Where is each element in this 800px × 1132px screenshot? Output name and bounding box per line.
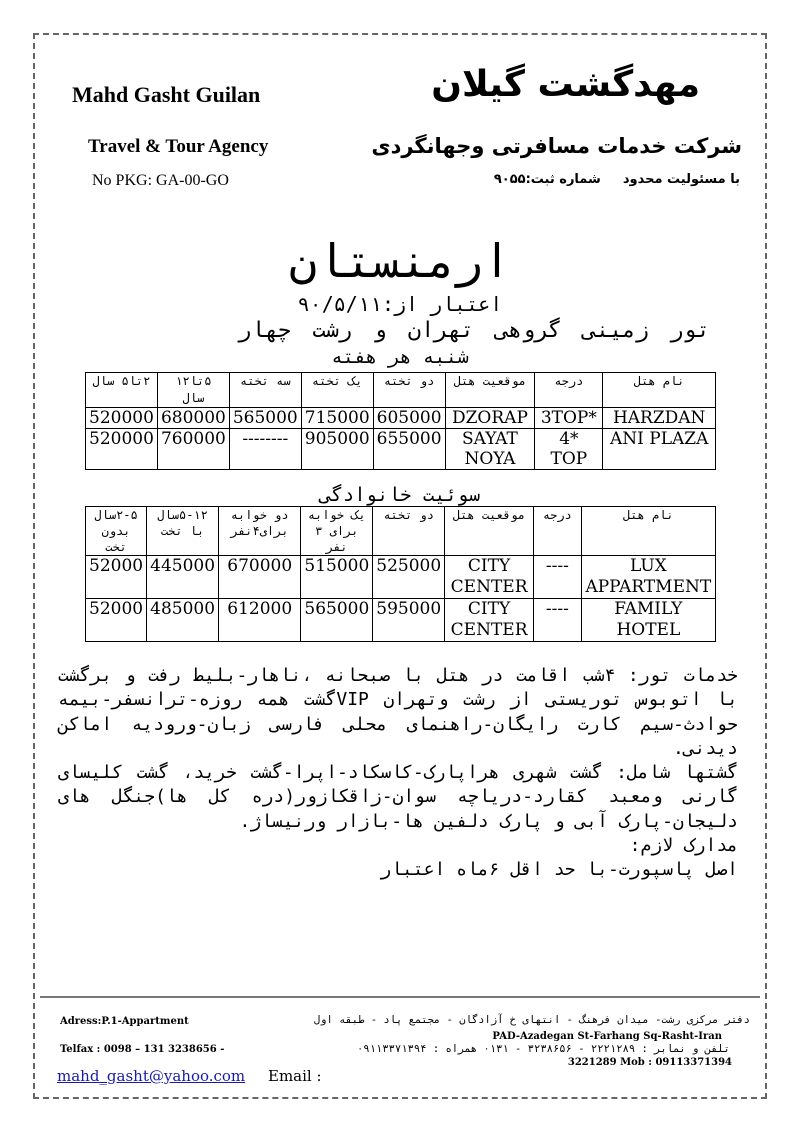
price-cell: 605000 — [373, 408, 445, 429]
price-cell: 905000 — [301, 429, 373, 470]
footer-address-label: Adress:P.1-Appartment — [60, 1016, 189, 1027]
price-cell: 680000 — [157, 408, 229, 429]
validity-date: اعتبار از:۹۰/۵/۱۱ — [297, 292, 503, 316]
grade-cell: *4 TOP — [535, 429, 603, 470]
location-cell: CITY CENTER — [445, 556, 534, 599]
header-grade: درجه — [533, 507, 581, 556]
price-cell: 670000 — [219, 556, 301, 599]
tour-type-line: تور زمینی گروهی تهران و رشت چهار — [238, 318, 710, 343]
price-cell: -------- — [229, 429, 301, 470]
suite-price-table — [85, 506, 716, 642]
grade-cell: ---- — [533, 599, 581, 642]
header-two-bedroom: دو خوابه برای۴نفر — [219, 507, 301, 556]
price-cell: 485000 — [147, 599, 219, 642]
persian-company-name: مهدگشت گیلان — [431, 64, 700, 105]
table-row — [86, 599, 716, 642]
english-company-name: Mahd Gasht Guilan — [72, 82, 261, 107]
english-company-subtitle: Travel & Tour Agency — [88, 136, 269, 157]
location-cell: DZORAP — [445, 408, 535, 429]
header-child-2-5: ۲-۵سال بدون تخت — [86, 507, 147, 556]
header-hotel-name: نام هتل — [581, 507, 715, 556]
footer-address-persian: دفتر مرکزی رشت- میدان فرهنگ - انتهای خ آزادگان - مجتمع پاد - طبقه اول — [313, 1014, 750, 1026]
location-cell: CITY CENTER — [445, 599, 534, 642]
footer-divider — [40, 996, 760, 998]
required-documents: اصل پاسپورت-با حد اقل ۶ماه اعتبار — [380, 859, 738, 881]
header-grade: درجه — [535, 373, 603, 408]
header-double: دو تخته — [373, 507, 445, 556]
registration-number: شماره ثبت:۹۰۵۵ — [493, 172, 601, 187]
header-child-2-5: ۲تا۵ سال — [86, 373, 158, 408]
price-cell: 52000 — [86, 599, 147, 642]
header-location: موقعیت هتل — [445, 507, 534, 556]
table-row — [86, 429, 716, 470]
price-cell: 595000 — [373, 599, 445, 642]
price-cell: 52000 — [86, 556, 147, 599]
grade-cell: *3TOP — [535, 408, 603, 429]
price-cell: 760000 — [157, 429, 229, 470]
price-cell: 525000 — [373, 556, 445, 599]
price-cell: 565000 — [301, 599, 373, 642]
header-one-bedroom: یک خوابه برای ۳ نفر — [301, 507, 373, 556]
price-cell: 612000 — [219, 599, 301, 642]
tours-included: گشتها شامل: گشت شهری هراپارک-کاسکاد-اپرا-گشت خرید، گشت کلیسای گارنی ومعبد کقارد-دریاچه سوان-زاقکازور(دره کل ها)جنگل های دلیجان-پارک آبی و پارک دلفین ها-بازار ورنیساژ. — [58, 762, 738, 832]
package-number: No PKG: GA-00-GO — [92, 172, 229, 189]
header-triple: سه تخته — [229, 373, 301, 408]
price-cell: 655000 — [373, 429, 445, 470]
price-cell: 520000 — [86, 408, 158, 429]
required-documents-title: مدارک لازم: — [629, 835, 738, 857]
registration-line — [472, 172, 740, 187]
hotel-name-cell: ANI PLAZA — [603, 429, 716, 470]
table-row — [86, 408, 716, 429]
hotel-name-cell: HARZDAN — [603, 408, 716, 429]
footer-telfax: Telfax : 0098 – 131 3238656 - — [60, 1044, 225, 1055]
email-link[interactable]: mahd_gasht@yahoo.com — [57, 1067, 246, 1085]
hotel-price-table — [85, 372, 716, 470]
header-location: موقعیت هتل — [445, 373, 535, 408]
email-label: Email : — [268, 1067, 322, 1085]
price-cell: 715000 — [301, 408, 373, 429]
table-header-row — [86, 507, 716, 556]
location-cell: SAYAT NOYA — [445, 429, 535, 470]
header-double: دو تخته — [373, 373, 445, 408]
services-included: خدمات تور: ۴شب اقامت در هتل با صبحانه ،ناهار-بلیط رفت و برگشت با اتوبوس توریستی از رشت وتهران VIPگشت همه روزه-ترانسفر-بیمه حوادث-سیم کارت رایگان-راهنمای محلی فارسی زبان-ورودیه اماکن دیدنی. — [58, 665, 738, 759]
hotel-name-cell: FAMILY HOTEL — [581, 599, 715, 642]
header-hotel-name: نام هتل — [603, 373, 716, 408]
table-row — [86, 556, 716, 599]
footer-phone-persian: تلفن و نمابر : ۲۲۲۱۲۸۹ - ۳۲۳۸۶۵۶ - ۰۱۳۱ همراه : ۰۹۱۱۳۳۷۱۳۹۴ — [356, 1043, 730, 1055]
persian-company-subtitle: شرکت خدمات مسافرتی وجهانگردی — [371, 134, 742, 158]
header-single: یک تخته — [301, 373, 373, 408]
header-child-5-12: ۵تا۱۲ سال — [157, 373, 229, 408]
footer-phone-english: 3221289 Mob : 09113371394 — [567, 1057, 732, 1068]
price-cell: 520000 — [86, 429, 158, 470]
departure-schedule: شنبه هر هفته — [331, 346, 469, 368]
grade-cell: ---- — [533, 556, 581, 599]
header-child-5-12: ۵-۱۲سال با تخت — [147, 507, 219, 556]
family-suite-title: سوئیت خانوادگی — [319, 484, 481, 506]
destination-title: ارمنستان — [289, 234, 511, 288]
hotel-name-cell: LUX APPARTMENT — [581, 556, 715, 599]
price-cell: 515000 — [301, 556, 373, 599]
tour-services — [58, 664, 738, 883]
table-header-row — [86, 373, 716, 408]
company-type: با مسئولیت محدود — [622, 172, 740, 187]
footer-address-english: PAD-Azadegan St-Farhang Sq-Rasht-Iran — [492, 1031, 722, 1042]
price-cell: 445000 — [147, 556, 219, 599]
price-cell: 565000 — [229, 408, 301, 429]
